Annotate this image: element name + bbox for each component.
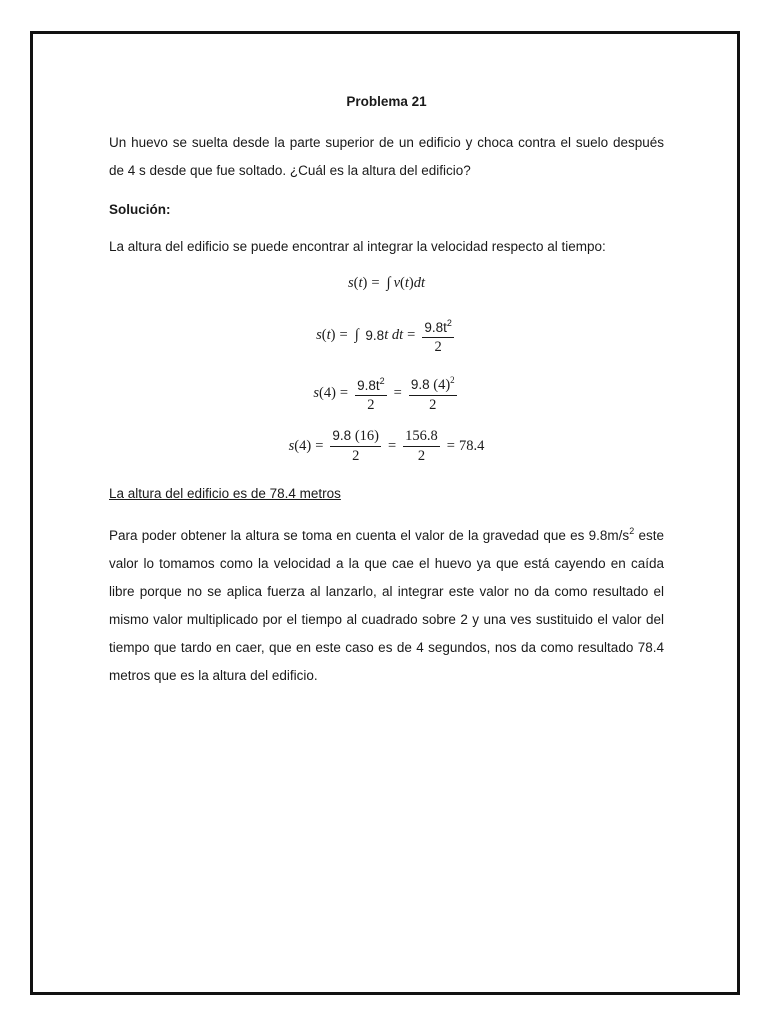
equation-1: s ( t ) = ∫ v ( t ) dt (347, 275, 426, 291)
explanation-text-start: Para poder obtener la altura se toma en cuenta el valor de la gravedad que es 9.8m/s (109, 528, 630, 543)
problem-statement: Un huevo se suelta desde la parte superior de un edificio y choca contra el suelo después de 4 s desde que fue soltado. ¿Cuál es la altura del edificio? (109, 135, 664, 178)
equation-4: s (4) = $\frac{9.8 (16)}{2}$ = $\frac{156.8}{2}$ = 78.4 (288, 427, 485, 464)
solution-label: Solución: (109, 202, 171, 217)
fraction-9-8-16-over-2: $\frac{9.8 (16)}{2}$ (332, 428, 379, 464)
explanation-text-rest: este valor lo tomamos como la velocidad a la que cae el huevo ya que está cayendo en caída libre porque no se aplica fuerza al lanzarlo, al integrar este valor no da como resultado el mismo valor multiplicado por el tiempo al cuadrado sobre 2 y una ves sustituido el valor del tiempo que tardo en caer, que en este caso es de 4 segundos, nos da como resultado 78.4 metros que es la altura del edificio. (109, 528, 664, 683)
equation-2: s ( t ) = ∫ 9.8 t dt = $\frac{9.8t^2}{2}$ (109, 315, 664, 356)
exponent-superscript: 2 (629, 526, 635, 536)
explanation-paragraph (109, 517, 664, 690)
fraction-156-8-over-2: $\frac{156.8}{2}$ (405, 427, 438, 464)
fraction-9-8t2-over-2: $\frac{9.8t^2}{2}$ (422, 315, 454, 356)
conclusion-statement: La altura del edificio es de 78.4 metros (109, 486, 341, 501)
fraction-9-8t2-over-2: $\frac{9.8t^2}{2}$ (355, 373, 387, 414)
solution-intro: La altura del edificio se puede encontrar al integrar la velocidad respecto al tiempo: (109, 239, 606, 254)
fraction-9-8-4-squared-over-2: $\frac{9.8 (4)^2}{2}$ (409, 372, 457, 414)
page-frame (30, 31, 740, 995)
equation-3: s (4) = $\frac{9.8t^2}{2}$ = $\frac{9.8 (4)^2}{2}$ (109, 372, 664, 414)
document-title: Problema 21 (346, 94, 427, 109)
